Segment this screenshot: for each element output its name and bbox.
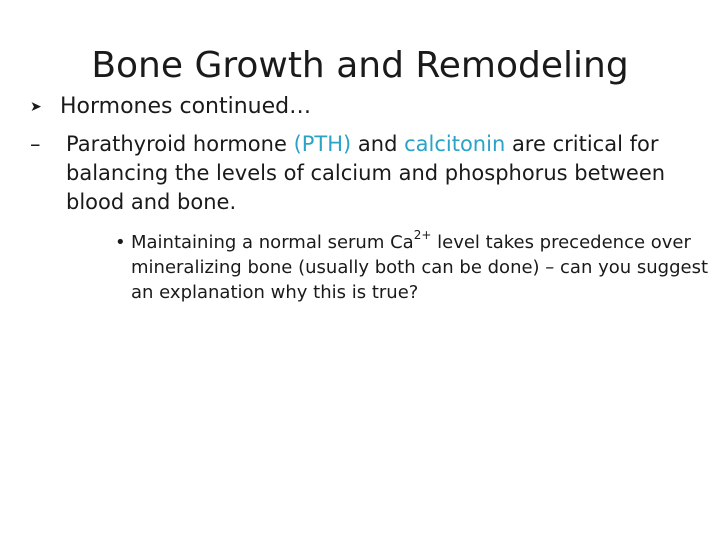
dot-marker: • xyxy=(115,232,126,253)
bullet-level-1-text: Hormones continued… xyxy=(60,94,312,119)
conjunction: and xyxy=(351,132,405,156)
calcitonin-term: calcitonin xyxy=(404,132,506,156)
arrow-bullet-icon: ➤ xyxy=(30,99,42,115)
bullet-level-2 xyxy=(30,130,690,217)
calcium-charge: 2+ xyxy=(413,228,432,242)
dash-marker: – xyxy=(30,132,41,156)
pth-term: (PTH) xyxy=(293,132,352,156)
bullet-level-3 xyxy=(115,230,715,305)
slide-title: Bone Growth and Remodeling xyxy=(91,45,629,86)
bullet-level-3-text xyxy=(131,230,715,305)
pth-prefix: Parathyroid hormone xyxy=(66,132,294,156)
bullet-level-2-suffix: are critical for balancing the levels of calcium and phosphorus between blood and bone. xyxy=(66,132,666,214)
calcium-prefix: Maintaining a normal serum Ca xyxy=(131,232,414,253)
bullet-level-1 xyxy=(30,92,311,122)
bullet-level-2-text xyxy=(66,130,690,217)
bullet-level-3-suffix: level takes precedence over mineralizing bone (usually both can be done) – can you suggest an explanation why this is true? xyxy=(131,232,709,303)
